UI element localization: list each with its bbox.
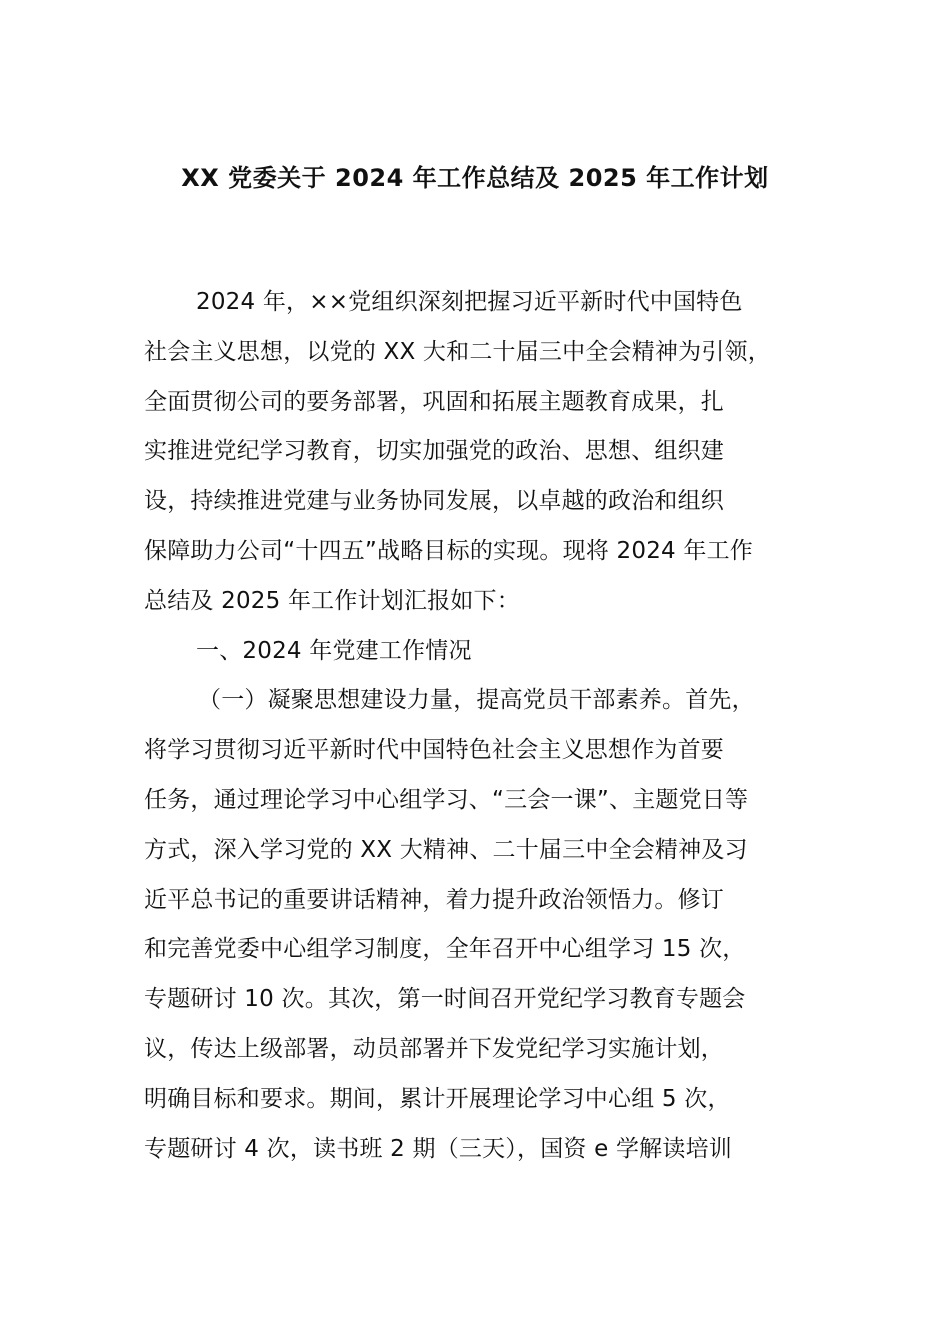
paragraph-1-line-4: 实推进党纪学习教育，切实加强党的政治、思想、组织建 bbox=[144, 438, 724, 465]
document-body bbox=[144, 282, 834, 1178]
paragraph-2-line-3: 任务，通过理论学习中心组学习、“三会一课”、主题党日等 bbox=[144, 786, 749, 813]
paragraph-2-line-5: 近平总书记的重要讲话精神，着力提升政治领悟力。修订 bbox=[144, 886, 724, 913]
paragraph-1-line-1: 2024 年，××党组织深刻把握习近平新时代中国特色 bbox=[196, 289, 743, 315]
paragraph-2-line-7: 专题研讨 10 次。其次，第一时间召开党纪学习教育专题会 bbox=[144, 986, 746, 1013]
paragraph-1-line-2: 社会主义思想，以党的 XX 大和二十届三中全会精神为引领， bbox=[144, 338, 771, 365]
section-heading: 一、2024 年党建工作情况 bbox=[196, 637, 472, 664]
paragraph-1-line-3: 全面贯彻公司的要务部署，巩固和拓展主题教育成果，扎 bbox=[144, 388, 724, 415]
document-title: XX 党委关于 2024 年工作总结及 2025 年工作计划 bbox=[181, 164, 769, 192]
paragraph-2-line-8: 议，传达上级部署，动员部署并下发党纪学习实施计划， bbox=[144, 1035, 724, 1062]
paragraph-1-line-6: 保障助力公司“十四五”战略目标的实现。现将 2024 年工作 bbox=[144, 537, 753, 564]
paragraph-2-line-2: 将学习贯彻习近平新时代中国特色社会主义思想作为首要 bbox=[144, 737, 724, 764]
paragraph-2-line-10: 专题研讨 4 次，读书班 2 期（三天），国资 e 学解读培训 bbox=[144, 1135, 732, 1162]
paragraph-1-line-7: 总结及 2025 年工作计划汇报如下： bbox=[144, 587, 520, 614]
paragraph-2-line-9: 明确目标和要求。期间，累计开展理论学习中心组 5 次， bbox=[144, 1085, 731, 1112]
paragraph-2-line-4: 方式，深入学习党的 XX 大精神、二十届三中全会精神及习 bbox=[144, 836, 748, 863]
paragraph-1-line-5: 设，持续推进党建与业务协同发展，以卓越的政治和组织 bbox=[144, 488, 724, 515]
paragraph-2-line-1: （一）凝聚思想建设力量，提高党员干部素养。首先， bbox=[198, 687, 755, 714]
paragraph-2-line-6: 和完善党委中心组学习制度，全年召开中心组学习 15 次， bbox=[144, 936, 746, 963]
